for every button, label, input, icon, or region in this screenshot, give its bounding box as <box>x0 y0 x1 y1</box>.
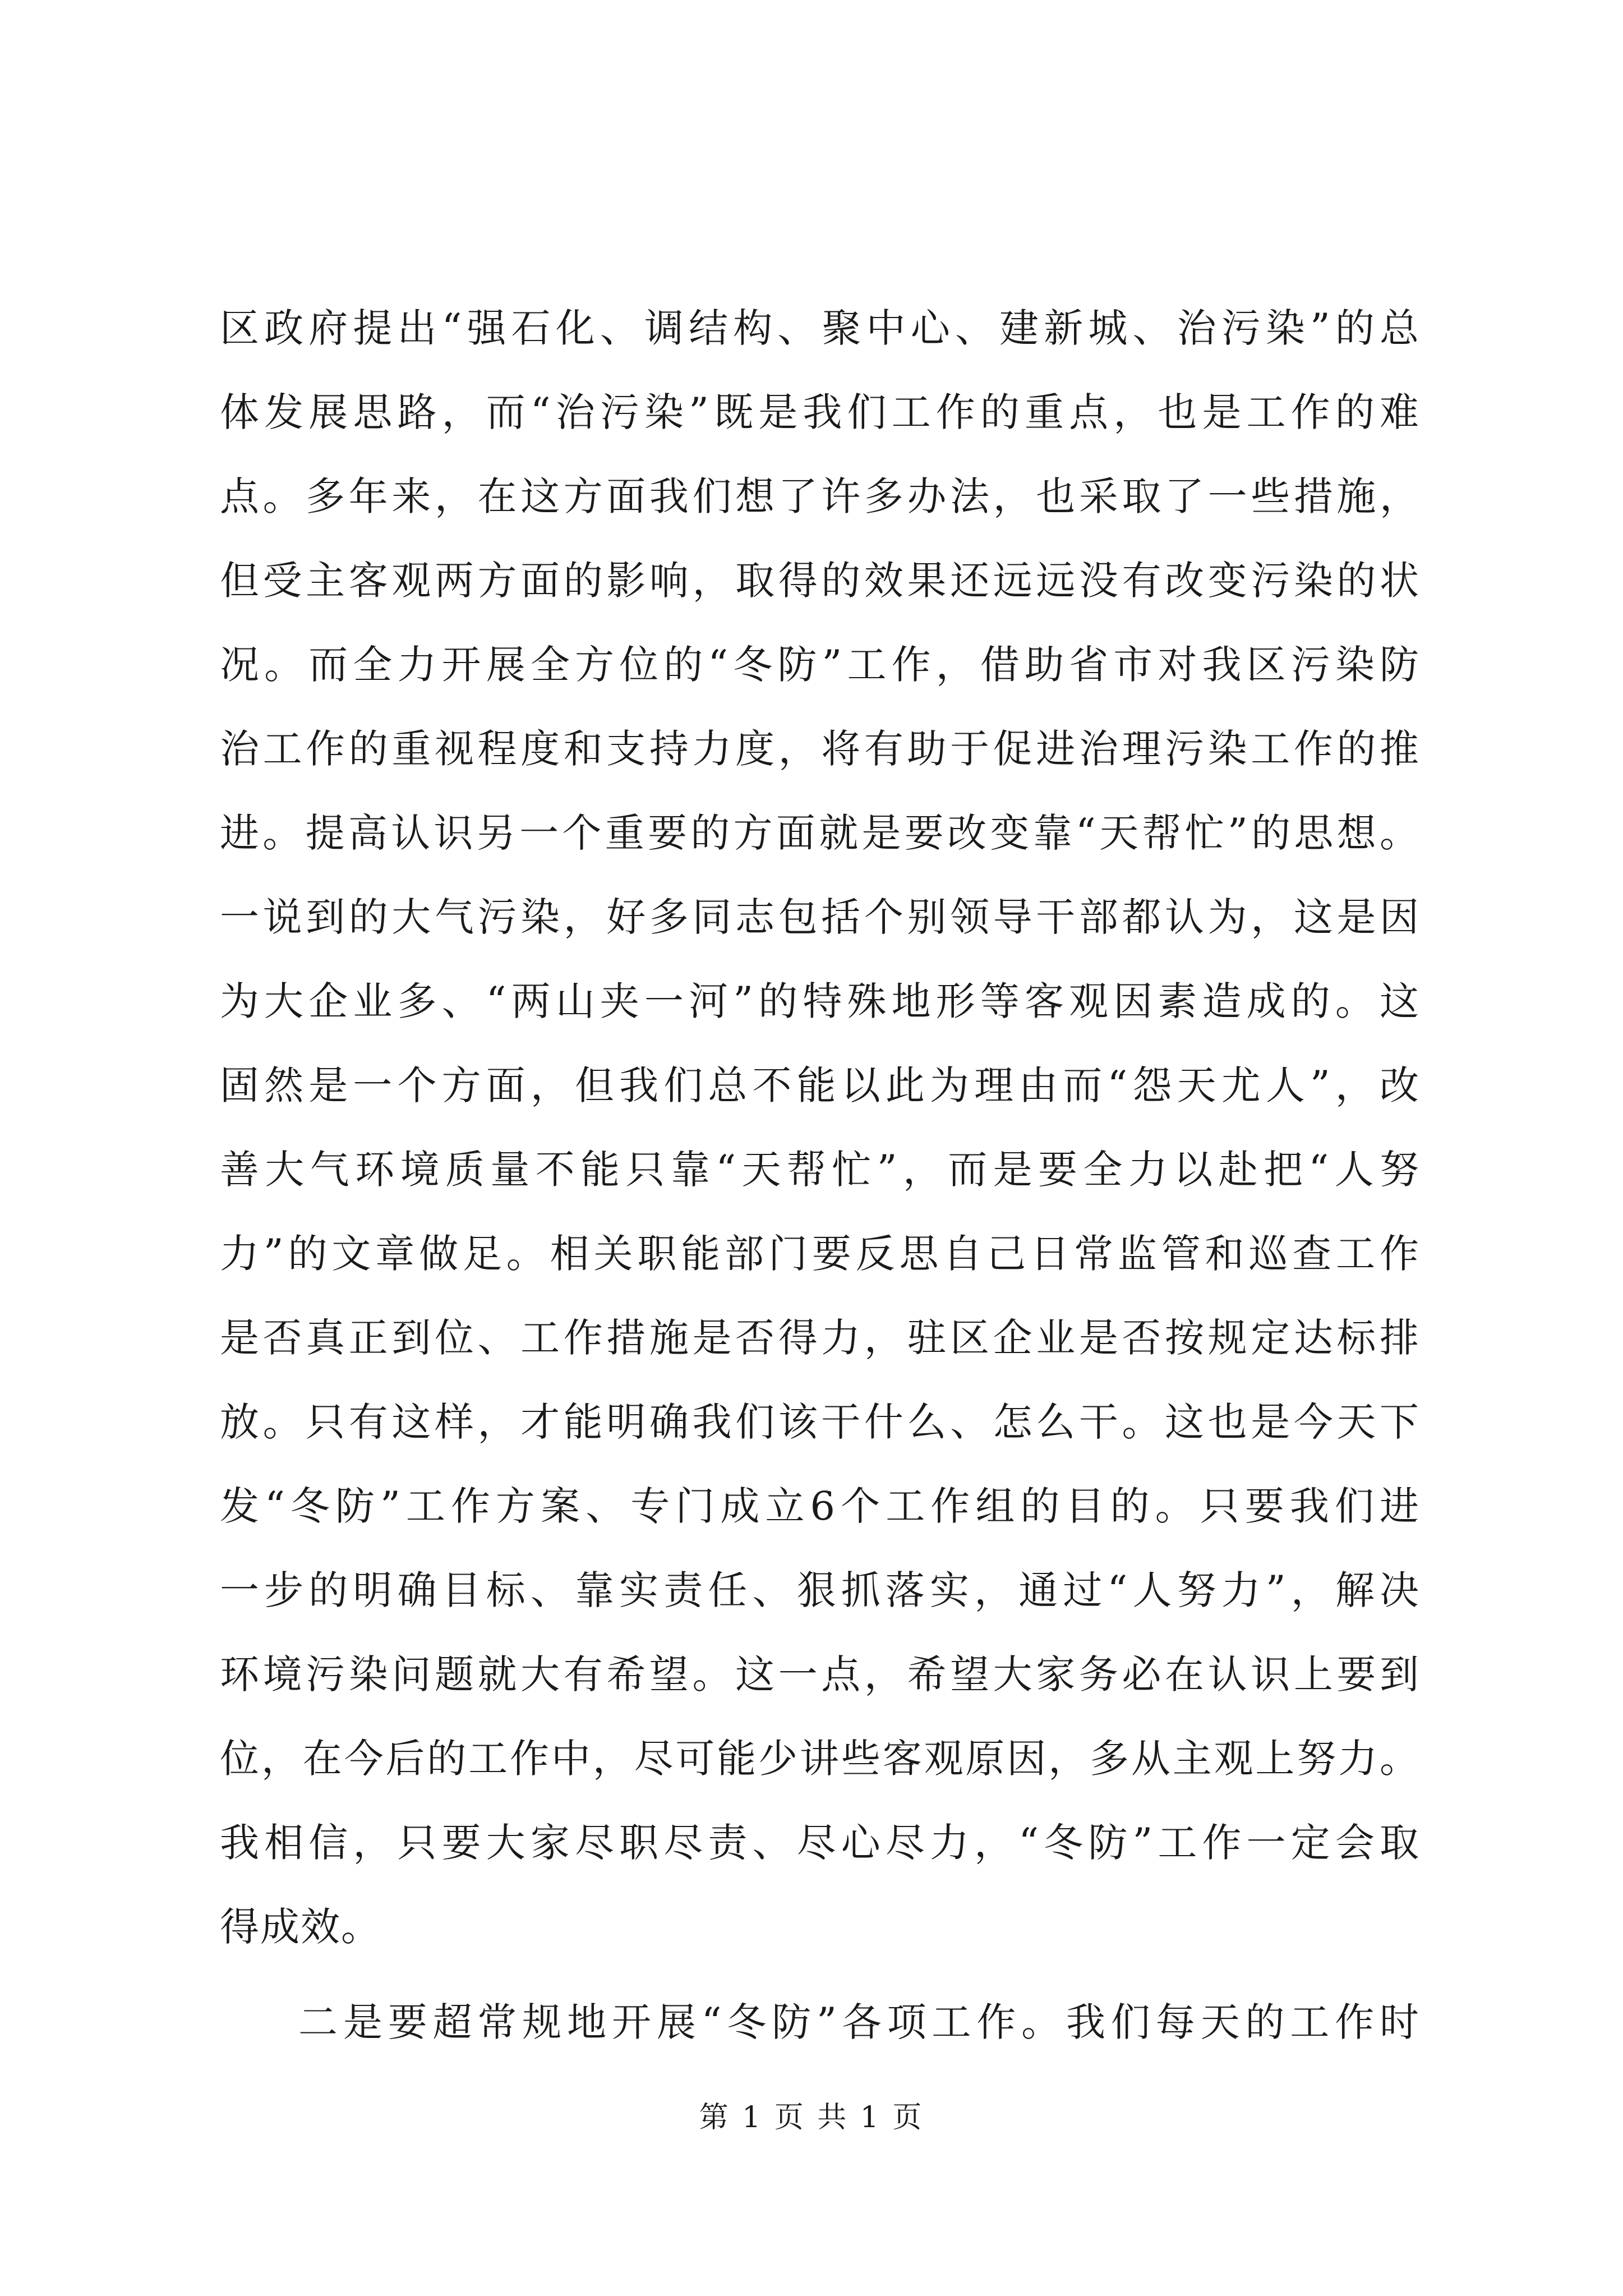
text-line: 我相信，只要大家尽职尽责、尽心尽力，“冬防”工作一定会取 <box>220 1820 1420 1866</box>
paragraph-gap <box>220 1969 1420 1980</box>
text-line: 治工作的重视程度和支持力度，将有助于促进治理污染工作的推 <box>220 726 1420 772</box>
text-line: 力”的文章做足。相关职能部门要反思自己日常监管和巡查工作 <box>220 1231 1420 1277</box>
page-footer <box>0 2098 1623 2137</box>
document-body <box>220 286 1420 2064</box>
text-line: 二是要超常规地开展“冬防”各项工作。我们每天的工作时 <box>298 1999 1420 2045</box>
text-line: 善大气环境质量不能只靠“天帮忙”，而是要全力以赴把“人努 <box>220 1147 1420 1193</box>
text-line: 体发展思路，而“治污染”既是我们工作的重点，也是工作的难 <box>220 389 1420 435</box>
paragraph-1 <box>220 286 1420 1969</box>
text-line: 况。而全力开展全方位的“冬防”工作，借助省市对我区污染防 <box>220 642 1420 688</box>
paragraph-2 <box>220 1980 1420 2064</box>
text-line: 是否真正到位、工作措施是否得力，驻区企业是否按规定达标排 <box>220 1315 1420 1361</box>
text-line: 发“冬防”工作方案、专门成立6个工作组的目的。只要我们进 <box>220 1483 1420 1529</box>
text-line: 区政府提出“强石化、调结构、聚中心、建新城、治污染”的总 <box>220 305 1420 351</box>
text-line: 点。多年来，在这方面我们想了许多办法，也采取了一些措施， <box>220 473 1420 519</box>
text-line: 环境污染问题就大有希望。这一点，希望大家务必在认识上要到 <box>220 1651 1420 1697</box>
text-line: 但受主客观两方面的影响，取得的效果还远远没有改变污染的状 <box>220 558 1420 604</box>
page-number-label: 第 1 页 共 1 页 <box>699 2101 924 2134</box>
text-line: 一步的明确目标、靠实责任、狠抓落实，通过“人努力”，解决 <box>220 1567 1420 1613</box>
text-line: 一说到的大气污染，好多同志包括个别领导干部都认为，这是因 <box>220 894 1420 940</box>
text-line: 进。提高认识另一个重要的方面就是要改变靠“天帮忙”的思想。 <box>220 810 1420 856</box>
text-line: 得成效。 <box>220 1904 381 1950</box>
text-line: 放。只有这样，才能明确我们该干什么、怎么干。这也是今天下 <box>220 1399 1420 1445</box>
text-line: 为大企业多、“两山夹一河”的特殊地形等客观因素造成的。这 <box>220 978 1420 1024</box>
text-line: 固然是一个方面，但我们总不能以此为理由而“怨天尤人”，改 <box>220 1062 1420 1108</box>
text-line: 位，在今后的工作中，尽可能少讲些客观原因，多从主观上努力。 <box>220 1736 1420 1782</box>
